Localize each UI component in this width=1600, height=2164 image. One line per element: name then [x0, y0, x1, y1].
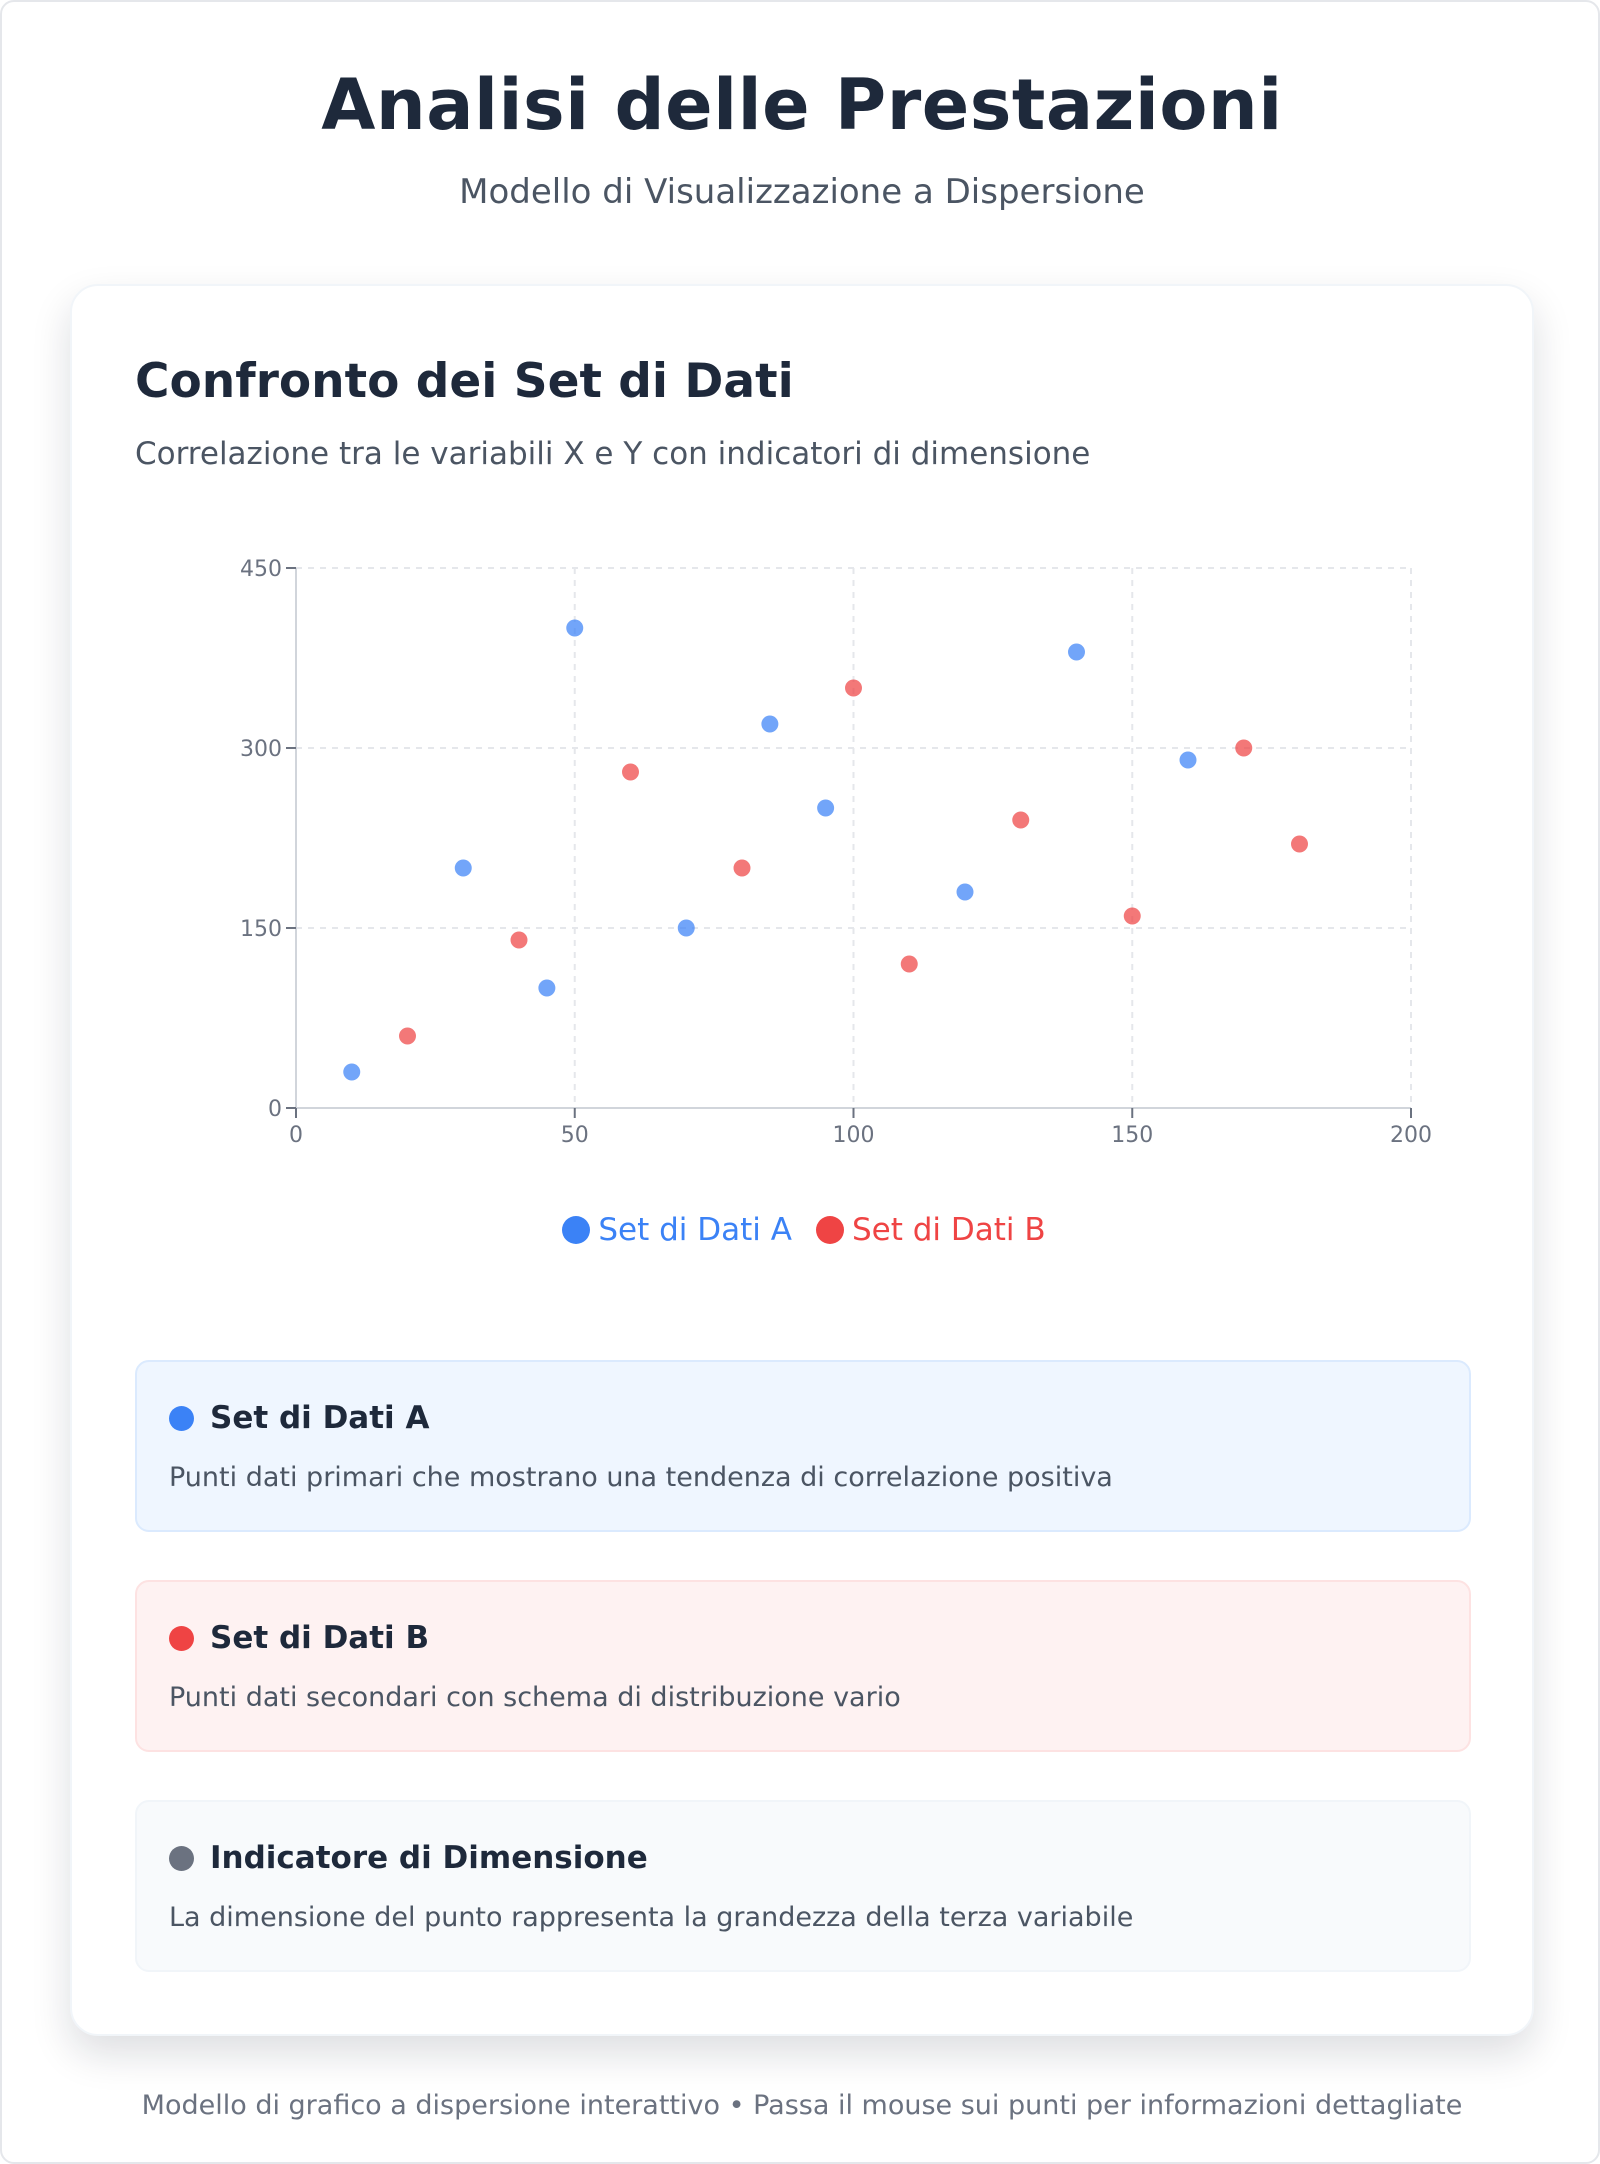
page-title: Analisi delle Prestazioni: [321, 64, 1283, 146]
data-point-dataset-a[interactable]: [455, 860, 472, 877]
legend-marker-a: [562, 1216, 590, 1244]
data-point-dataset-a[interactable]: [1068, 644, 1085, 661]
card-subtitle: Correlazione tra le variabili X e Y con indicatori di dimensione: [135, 436, 1091, 472]
data-point-dataset-b[interactable]: [622, 764, 639, 781]
x-tick-label: 100: [832, 1123, 875, 1148]
data-point-dataset-a[interactable]: [566, 620, 583, 637]
x-tick-label: 50: [560, 1123, 589, 1148]
data-point-dataset-b[interactable]: [511, 932, 528, 949]
card-title: Confronto dei Set di Dati: [135, 354, 794, 409]
info-text: Punti dati secondari con schema di distribuzione vario: [169, 1682, 901, 1713]
info-title: Set di Dati A: [210, 1400, 430, 1436]
data-point-dataset-b[interactable]: [1012, 812, 1029, 829]
data-point-dataset-a[interactable]: [538, 980, 555, 997]
info-header: [169, 1620, 429, 1656]
data-point-dataset-b[interactable]: [845, 680, 862, 697]
legend-item-b[interactable]: [816, 1212, 1046, 1248]
info-box-dataset-a: [135, 1360, 1471, 1532]
info-text: Punti dati primari che mostrano una tendenza di correlazione positiva: [169, 1462, 1113, 1493]
info-box-dataset-b: [135, 1580, 1471, 1752]
legend-item-a[interactable]: [562, 1212, 792, 1248]
data-point-dataset-b[interactable]: [901, 956, 918, 973]
data-point-dataset-b[interactable]: [1291, 836, 1308, 853]
y-tick-label: 300: [240, 737, 282, 762]
chart-legend: [72, 1212, 1536, 1248]
data-point-dataset-b[interactable]: [1124, 908, 1141, 925]
data-point-dataset-b[interactable]: [734, 860, 751, 877]
x-tick-label: 200: [1390, 1123, 1432, 1148]
legend-label-a: Set di Dati A: [598, 1212, 792, 1248]
info-header: [169, 1840, 648, 1876]
data-point-dataset-b[interactable]: [399, 1028, 416, 1045]
footer-note: Modello di grafico a dispersione interattivo • Passa il mouse sui punti per informazioni dettagliate: [141, 2090, 1463, 2121]
page-subtitle: Modello di Visualizzazione a Dispersione: [459, 172, 1145, 212]
y-tick-label: 150: [240, 917, 282, 942]
scatter-chart: [72, 286, 1536, 1286]
info-marker-size: [169, 1846, 194, 1871]
data-point-dataset-b[interactable]: [1235, 740, 1252, 757]
data-point-dataset-a[interactable]: [1180, 752, 1197, 769]
info-box-size-indicator: [135, 1800, 1471, 1972]
chart-card: [70, 284, 1534, 2036]
data-point-dataset-a[interactable]: [957, 884, 974, 901]
data-point-dataset-a[interactable]: [761, 716, 778, 733]
info-header: [169, 1400, 429, 1436]
x-tick-label: 0: [289, 1123, 303, 1148]
info-text: La dimensione del punto rappresenta la grandezza della terza variabile: [169, 1902, 1134, 1933]
info-marker-b: [169, 1626, 194, 1651]
legend-label-b: Set di Dati B: [851, 1212, 1046, 1248]
info-title: Indicatore di Dimensione: [210, 1840, 648, 1876]
y-tick-label: 0: [268, 1097, 282, 1122]
data-point-dataset-a[interactable]: [678, 920, 695, 937]
info-marker-a: [169, 1406, 194, 1431]
info-title: Set di Dati B: [210, 1620, 430, 1656]
legend-marker-b: [816, 1216, 844, 1244]
y-tick-label: 450: [240, 557, 282, 582]
data-point-dataset-a[interactable]: [817, 800, 834, 817]
x-tick-label: 150: [1111, 1123, 1154, 1148]
data-point-dataset-a[interactable]: [343, 1064, 360, 1081]
